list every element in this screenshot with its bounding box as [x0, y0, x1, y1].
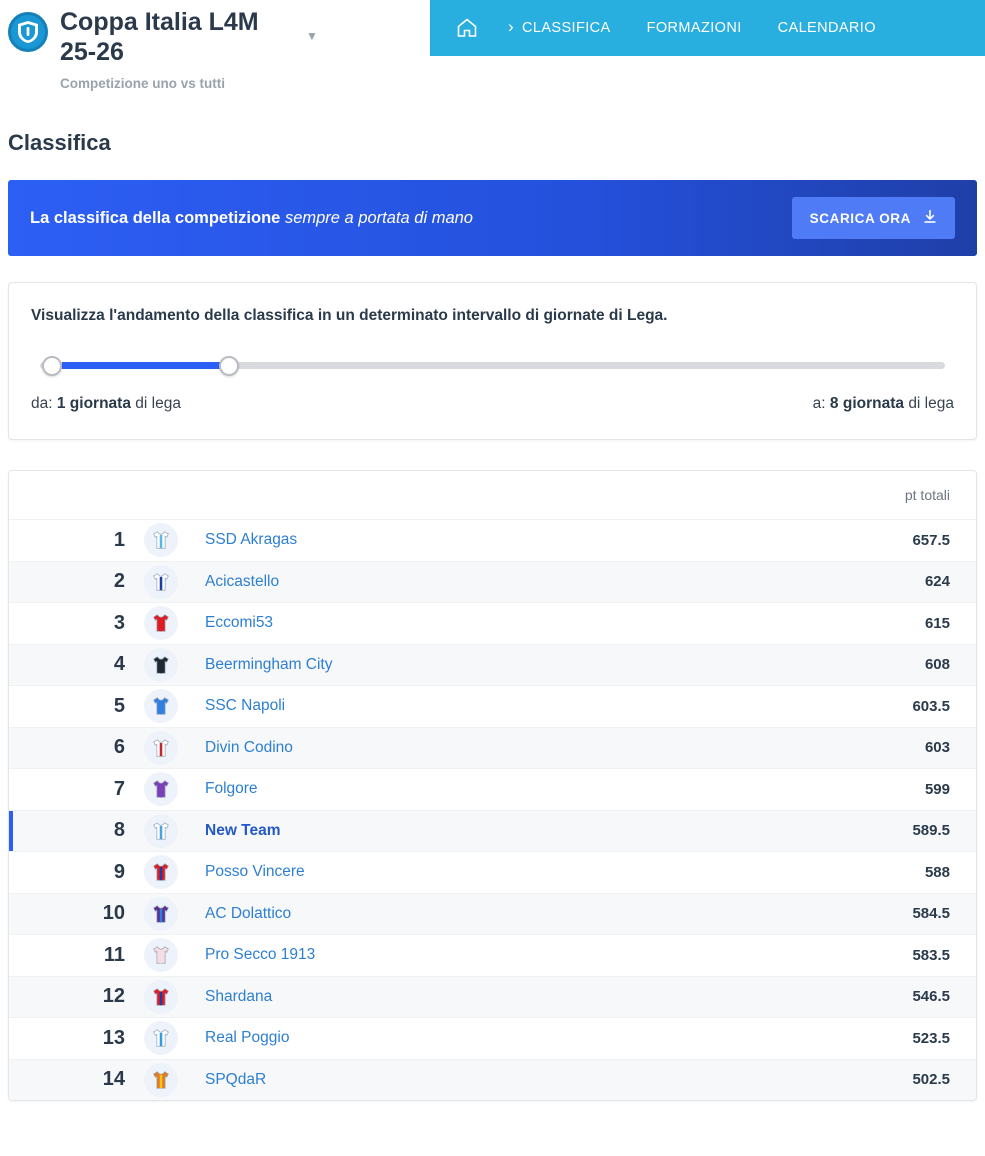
brand-text [60, 8, 292, 91]
table-row[interactable] [9, 976, 976, 1018]
slider-handle-from[interactable] [42, 356, 62, 376]
row-position: 3 [113, 611, 125, 634]
table-row[interactable] [9, 851, 976, 893]
table-row[interactable] [9, 519, 976, 561]
table-row[interactable] [9, 561, 976, 603]
chevron-down-icon[interactable]: ▼ [306, 29, 318, 43]
row-total-points: 608 [924, 656, 950, 674]
team-name-link[interactable]: SSD Akragas [205, 531, 298, 549]
jersey-icon [139, 1021, 183, 1055]
slider-handle-to[interactable] [219, 356, 239, 376]
promo-text-italic: sempre a portata di mano [284, 208, 473, 227]
row-total-points: 603.5 [912, 697, 950, 715]
team-name-link[interactable]: Pro Secco 1913 [205, 946, 316, 964]
jersey-icon [139, 855, 183, 889]
jersey-icon [139, 772, 183, 806]
row-position: 9 [113, 860, 125, 883]
team-name-link[interactable]: Eccomi53 [205, 614, 274, 632]
row-total-points: 657.5 [912, 531, 950, 549]
nav-item-calendario[interactable]: CALENDARIO [777, 20, 876, 36]
row-position: 8 [113, 819, 125, 842]
jersey-icon [139, 897, 183, 931]
row-total-points: 603 [924, 739, 950, 757]
row-total-points: 546.5 [912, 988, 950, 1006]
crest-circle [144, 855, 178, 889]
team-name-link[interactable]: SPQdaR [205, 1070, 267, 1088]
row-total-points: 624 [924, 573, 950, 591]
home-icon[interactable] [430, 16, 504, 40]
team-name-link[interactable]: SSC Napoli [205, 697, 286, 715]
range-from-value: 1 giornata [56, 395, 131, 412]
team-name-link[interactable]: New Team [205, 821, 281, 839]
range-to-suffix: di lega [908, 395, 954, 412]
row-position: 11 [103, 943, 125, 966]
row-position: 12 [102, 985, 125, 1008]
download-icon [923, 209, 937, 227]
jersey-icon [139, 523, 183, 557]
jersey-icon [139, 648, 183, 682]
points-column-header: pt totali [904, 487, 950, 503]
table-row[interactable] [9, 810, 976, 852]
table-row[interactable] [9, 768, 976, 810]
table-row[interactable] [9, 727, 976, 769]
table-row[interactable] [9, 1017, 976, 1059]
slider-fill [62, 362, 238, 369]
crest-circle [144, 772, 178, 806]
table-row[interactable] [9, 644, 976, 686]
table-row[interactable] [9, 934, 976, 976]
team-name-link[interactable]: AC Dolattico [205, 904, 292, 922]
nav-item-formazioni[interactable]: FORMAZIONI [646, 20, 742, 36]
crest-circle [144, 897, 178, 931]
table-row[interactable] [9, 685, 976, 727]
row-position: 6 [113, 736, 125, 759]
row-total-points: 502.5 [912, 1071, 950, 1089]
crest-circle [144, 980, 178, 1014]
page-title: Classifica [8, 130, 111, 155]
crest-circle [144, 689, 178, 723]
range-card-title: Visualizza l'andamento della classifica in un determinato intervallo di giornate di Lega. [31, 307, 668, 324]
row-position: 2 [113, 570, 125, 593]
league-subtitle: Competizione uno vs tutti [60, 76, 225, 91]
row-position: 1 [113, 528, 125, 551]
row-total-points: 584.5 [912, 905, 950, 923]
team-name-link[interactable]: Divin Codino [205, 738, 293, 756]
crest-circle [144, 1021, 178, 1055]
crest-circle [144, 938, 178, 972]
jersey-icon [139, 689, 183, 723]
row-position: 5 [113, 694, 125, 717]
crest-circle [144, 523, 178, 557]
matchday-range-slider[interactable] [31, 351, 954, 381]
table-row[interactable] [9, 1059, 976, 1101]
row-total-points: 523.5 [912, 1029, 950, 1047]
team-name-link[interactable]: Acicastello [205, 572, 280, 590]
standings-table [8, 470, 977, 1101]
range-labels [31, 395, 954, 413]
promo-text [30, 209, 473, 228]
standings-header [9, 471, 976, 519]
download-button-label: SCARICA ORA [809, 210, 911, 226]
crest-circle [144, 565, 178, 599]
main-navbar [430, 0, 985, 56]
row-position: 13 [102, 1026, 125, 1049]
matchday-range-card [8, 282, 977, 440]
crest-circle [144, 1063, 178, 1097]
jersey-icon [139, 938, 183, 972]
crest-circle [144, 731, 178, 765]
jersey-icon [139, 606, 183, 640]
crest-circle [144, 648, 178, 682]
row-position: 10 [102, 902, 125, 925]
team-name-link[interactable]: Beermingham City [205, 655, 333, 673]
table-row[interactable] [9, 893, 976, 935]
row-position: 4 [113, 653, 125, 676]
download-standings-button[interactable] [792, 197, 955, 239]
range-from-prefix: da: [31, 395, 53, 412]
page-header [0, 0, 985, 100]
row-total-points: 599 [924, 780, 950, 798]
brand-block[interactable] [0, 0, 420, 91]
jersey-icon [139, 814, 183, 848]
row-total-points: 583.5 [912, 946, 950, 964]
team-name-link[interactable]: Shardana [205, 987, 273, 1005]
row-total-points: 615 [924, 614, 950, 632]
jersey-icon [139, 980, 183, 1014]
crest-circle [144, 606, 178, 640]
jersey-icon [139, 565, 183, 599]
jersey-icon [139, 731, 183, 765]
row-total-points: 588 [924, 863, 950, 881]
promo-text-bold: La classifica della competizione [30, 208, 281, 227]
team-name-link[interactable]: Posso Vincere [205, 863, 305, 881]
range-to-label [813, 395, 954, 413]
promo-banner [8, 180, 977, 256]
team-name-link[interactable]: Real Poggio [205, 1029, 290, 1047]
jersey-icon [139, 1063, 183, 1097]
range-from-label [31, 395, 181, 413]
range-to-prefix: a: [812, 395, 826, 412]
row-total-points: 589.5 [912, 822, 950, 840]
standings-rows [9, 519, 976, 1100]
range-from-suffix: di lega [135, 395, 181, 412]
team-name-link[interactable]: Folgore [205, 780, 258, 798]
table-row[interactable] [9, 602, 976, 644]
shield-icon [8, 12, 48, 52]
nav-item-classifica[interactable]: › CLASSIFICA [504, 20, 629, 36]
row-position: 14 [102, 1068, 125, 1091]
range-to-value: 8 giornata [829, 395, 904, 412]
crest-circle [144, 814, 178, 848]
league-title: Coppa Italia L4M 25-26 [60, 8, 259, 66]
row-position: 7 [113, 777, 125, 800]
